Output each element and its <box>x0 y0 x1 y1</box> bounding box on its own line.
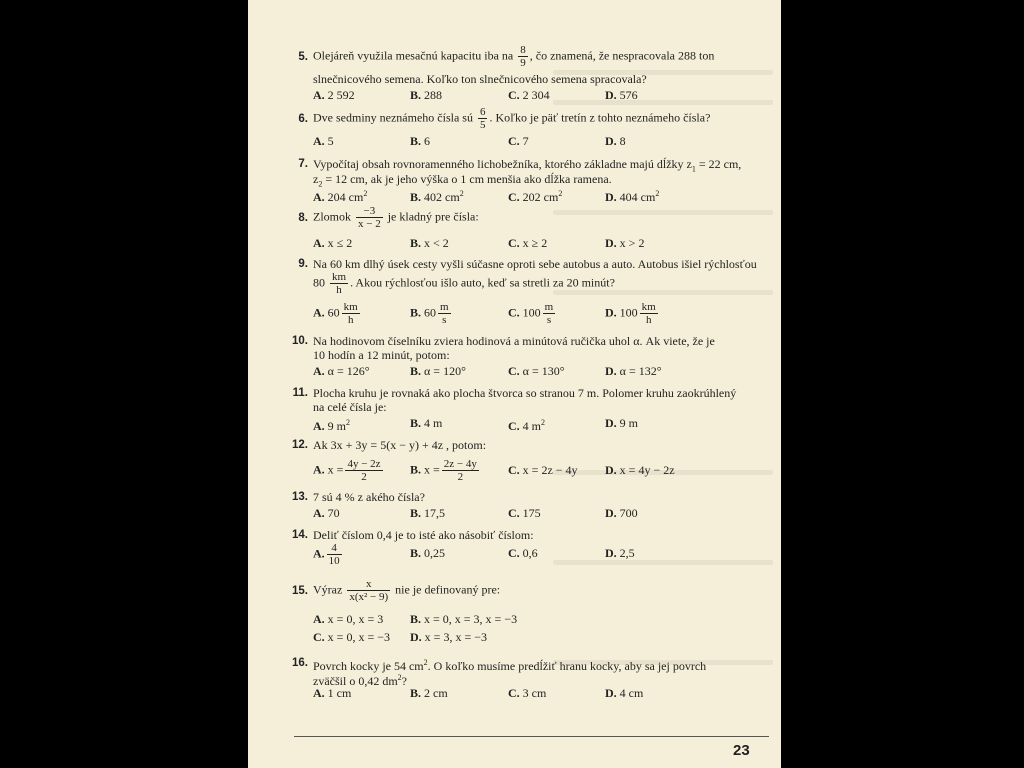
option-b: B. 288 <box>410 88 443 102</box>
option-d: D. 8 <box>605 134 626 148</box>
option-a: A. α = 126° <box>313 364 370 378</box>
option-b: B. x = 0, x = 3, x = −3 <box>410 612 518 626</box>
question-stem: Vypočítaj obsah rovnoramenného lichobežníka, ktorého základne majú dĺžky $z_1 = 22$ cm, <box>313 157 742 174</box>
question-number: 13. <box>292 491 308 503</box>
question-number: 10. <box>292 335 308 347</box>
option-d: D. 404 $cm^2$ <box>605 189 660 204</box>
option-b: B. x < 2 <box>410 236 449 250</box>
question-stem: Ak 3x + 3y = 5(x − y) + 4z , potom: <box>313 438 487 452</box>
option-d: D. 576 <box>605 88 638 102</box>
option-b: B. 6 <box>410 134 431 148</box>
option-d: D. x = 4y − 2z <box>605 463 675 477</box>
option-b: B. 4 m <box>410 416 443 430</box>
option-c: C. α = 130° <box>508 364 565 378</box>
option-b: B. 60 $\frac{m}{s}$ <box>410 301 449 326</box>
option-a: A. x = $\frac{4y - 2z}{2}$ <box>313 458 381 483</box>
question-stem: Deliť číslom 0,4 je to isté ako násobiť číslom: <box>313 528 534 542</box>
option-b: B. α = 120° <box>410 364 466 378</box>
option-a: A. 1 cm <box>313 686 352 700</box>
question-number: 5. <box>298 51 308 63</box>
bleed-through-mark <box>553 560 773 565</box>
option-a: A. 204 $cm^2$ <box>313 189 368 204</box>
question-number: 6. <box>298 113 308 125</box>
fraction: $\frac{x}{\text{x(x² − 9)}}$ <box>349 578 389 603</box>
question-number: 15. <box>292 585 308 597</box>
question-stem-line2: na celé čísla je: <box>313 400 387 414</box>
option-b: B. 2 cm <box>410 686 448 700</box>
option-a: A. 5 <box>313 134 334 148</box>
question-stem-line2: 10 hodín a 12 minút, potom: <box>313 348 450 362</box>
option-c: C. 0,6 <box>508 546 538 560</box>
question-stem: Na hodinovom číselníku zviera hodinová a minútová ručička uhol α. Ak viete, že je <box>313 334 715 348</box>
option-a: A. 60 $\frac{km}{h}$ <box>313 301 358 326</box>
option-a: A. 70 <box>313 506 340 520</box>
fraction: $\frac{6}{5}$ <box>479 106 486 131</box>
fraction: $\frac{8}{9}$ <box>520 44 526 69</box>
option-c: C. x = 2z − 4y <box>508 463 578 477</box>
bleed-through-mark <box>553 210 773 215</box>
question-stem: Povrch kocky je 54 $cm^2$. O koľko musíme predĺžiť hranu kocky, aby sa jej povrch <box>313 658 707 673</box>
fraction: $\frac{km}{h}$ <box>332 271 347 296</box>
option-d: D. 2,5 <box>605 546 635 560</box>
option-d: D. 9 m <box>605 416 639 430</box>
fraction: $\frac{-3}{x - 2}$ <box>358 205 381 230</box>
question-stem-line2: slnečnicového semena. Koľko ton slnečnicového semena spracovala? <box>313 72 647 86</box>
option-b: B. 17,5 <box>410 506 446 520</box>
option-c: C. 3 cm <box>508 686 547 700</box>
option-a: A. x ≤ 2 <box>313 236 353 250</box>
question-number: 14. <box>292 529 308 541</box>
option-c: C. 2 304 <box>508 88 550 102</box>
question-stem-line2: 80 $\frac{km}{h}$ . Akou rýchlosťou išlo auto, keď sa stretli za 20 minút? <box>313 271 615 296</box>
question-stem: 7 sú 4 % z akého čísla? <box>313 490 425 504</box>
question-stem: Olejáreň využila mesačnú kapacitu iba na $\frac{8}{9}$ , čo znamená, že nespracovala 288 ton <box>313 44 715 69</box>
question-number: 8. <box>298 212 308 224</box>
question-stem: Zlomok $\frac{-3}{x - 2}$ je kladný pre čísla: <box>313 205 479 230</box>
option-a: A. 2 592 <box>313 88 355 102</box>
option-c: C. 202 $cm^2$ <box>508 189 563 204</box>
question-number: 7. <box>298 158 308 170</box>
option-c: C. x = 0, x = −3 <box>313 630 390 644</box>
bleed-through-mark <box>553 100 773 105</box>
option-c: C. x ≥ 2 <box>508 236 548 250</box>
option-c: C. 4 $m^2$ <box>508 418 546 433</box>
option-d: D. 100 $\frac{km}{h}$ <box>605 301 656 326</box>
question-number: 16. <box>292 657 308 669</box>
question-number: 12. <box>292 439 308 451</box>
option-a: A. 9 $m^2$ <box>313 418 351 433</box>
option-d: D. α = 132° <box>605 364 662 378</box>
option-b: B. 402 $cm^2$ <box>410 189 464 204</box>
question-number: 9. <box>298 258 308 270</box>
textbook-page <box>248 0 781 768</box>
option-c: C. 175 <box>508 506 541 520</box>
option-d: D. 4 cm <box>605 686 644 700</box>
question-stem: Na 60 km dlhý úsek cesty vyšli súčasne oproti sebe autobus a auto. Autobus išiel rýchlosťou <box>313 257 757 271</box>
option-c: C. 7 <box>508 134 529 148</box>
option-a: A. x = 0, x = 3 <box>313 612 384 626</box>
page-number: 23 <box>733 742 750 759</box>
option-d: D. x > 2 <box>605 236 645 250</box>
option-a: A. $\frac{4}{10}$ <box>313 542 340 567</box>
footer-rule <box>294 736 769 737</box>
question-stem: Plocha kruhu je rovnaká ako plocha štvorca so stranou 7 m. Polomer kruhu zaokrúhlený <box>313 386 737 400</box>
option-d: D. x = 3, x = −3 <box>410 630 487 644</box>
question-stem-line2: $z_2 = 12$ cm, ak je jeho výška o 1 cm menšia ako dĺžka ramena. <box>313 172 612 189</box>
option-d: D. 700 <box>605 506 638 520</box>
question-number: 11. <box>292 387 308 399</box>
option-b: B. 0,25 <box>410 546 446 560</box>
question-stem: Výraz $\frac{x}{\text{x(x² − 9)}}$ nie je definovaný pre: <box>313 578 501 603</box>
option-c: C. 100 $\frac{m}{s}$ <box>508 301 554 326</box>
option-b: B. x = $\frac{2z - 4y}{2}$ <box>410 458 477 483</box>
question-stem: Dve sedminy neznámeho čísla sú $\frac{6}{5}$ . Koľko je päť tretín z tohto neznámeho čísla? <box>313 106 711 131</box>
question-stem-line2: zväčšil o 0,42 $dm^2$? <box>313 673 407 688</box>
